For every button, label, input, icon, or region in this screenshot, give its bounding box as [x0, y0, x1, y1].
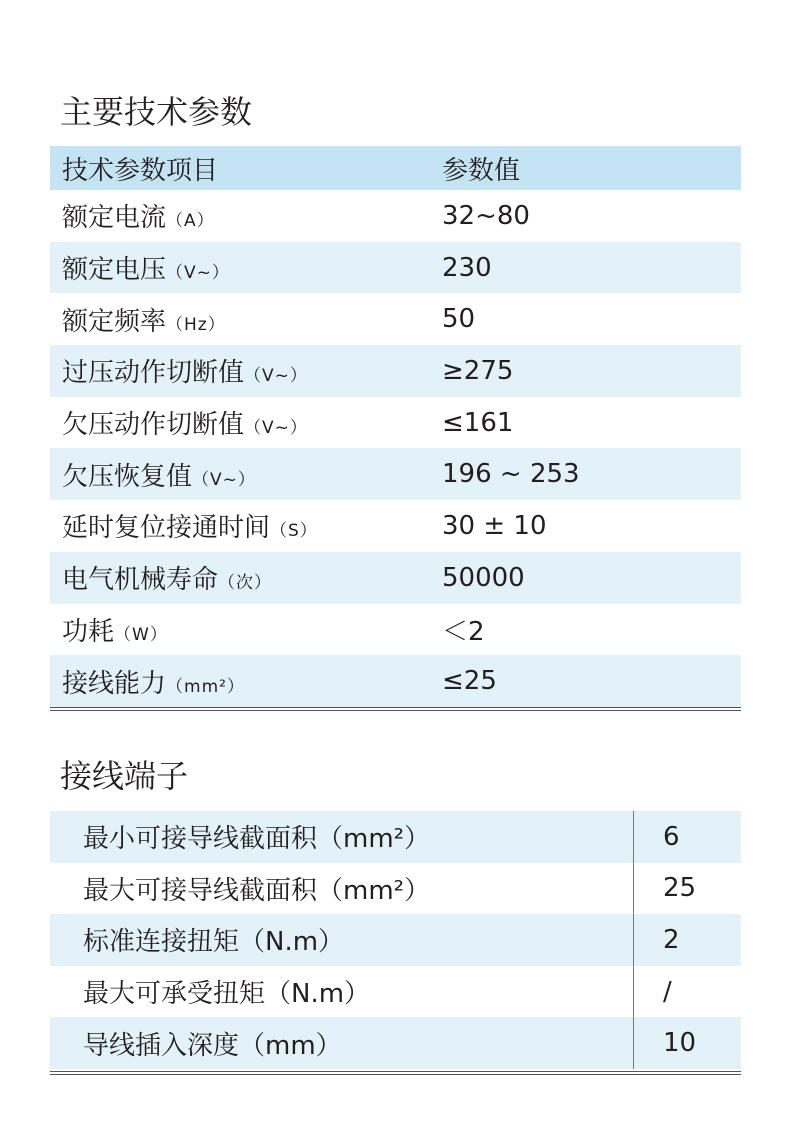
table-row [50, 966, 741, 1018]
table-row [50, 604, 741, 656]
row-label: 最大可接导线截面积（mm²） [83, 875, 431, 906]
row-unit: （V~） [244, 366, 308, 387]
table-row [50, 552, 741, 604]
row-label: 电气机械寿命 [62, 565, 219, 596]
row-value: ≥275 [442, 355, 514, 386]
row-label: 额定频率 [62, 306, 167, 337]
row-unit: （W） [114, 624, 168, 645]
table-row [50, 500, 741, 552]
row-label: 延时复位接通时间 [62, 513, 271, 544]
row-label: 接线能力 [62, 668, 167, 699]
row-label: 导线插入深度（mm） [83, 1030, 342, 1061]
table-row [50, 190, 741, 242]
row-value: / [663, 976, 672, 1007]
row-label: 标准连接扭矩（N.m） [83, 927, 345, 958]
row-value: 10 [663, 1028, 697, 1059]
row-label: 欠压动作切断值 [62, 410, 245, 441]
row-value: 230 [442, 252, 492, 283]
row-unit: （A） [166, 211, 215, 232]
row-value: 25 [663, 873, 697, 904]
row-unit: （S） [270, 521, 318, 542]
table-row [50, 242, 741, 294]
specs-title: 主要技术参数 [60, 93, 253, 131]
spec-table-header [50, 146, 741, 190]
row-unit: （Hz） [166, 314, 226, 335]
row-unit: （V~） [166, 263, 230, 284]
row-label: 最小可接导线截面积（mm²） [83, 824, 431, 855]
row-value: 50 [442, 304, 476, 335]
table-row [50, 448, 741, 500]
row-unit: （mm²） [166, 676, 245, 697]
row-unit: （V~） [244, 418, 308, 439]
row-value: ≤25 [442, 666, 497, 697]
row-unit: （V~） [192, 469, 256, 490]
row-value: 32~80 [442, 200, 530, 231]
table-row [50, 914, 741, 966]
row-label: 最大可承受扭矩（N.m） [83, 979, 371, 1010]
terminal-table [50, 811, 741, 1069]
terminals-title: 接线端子 [60, 757, 189, 795]
row-value: 30 ± 10 [442, 510, 547, 541]
row-value: 196 ~ 253 [442, 459, 580, 490]
row-label: 欠压恢复值 [62, 461, 193, 492]
spec-table-bottom-rule [50, 707, 741, 711]
header-value: 参数值 [442, 155, 521, 186]
row-value: 2 [663, 924, 680, 955]
table-row [50, 1017, 741, 1069]
row-value: ≤161 [442, 407, 514, 438]
row-value: ＜2 [442, 616, 485, 647]
column-divider [633, 811, 634, 1069]
table-row [50, 345, 741, 397]
row-label: 额定电流 [62, 203, 167, 234]
row-label: 额定电压 [62, 255, 167, 286]
row-label: 过压动作切断值 [62, 358, 245, 389]
table-row [50, 811, 741, 863]
table-row [50, 863, 741, 915]
spec-table [50, 146, 741, 707]
header-item: 技术参数项目 [62, 155, 219, 186]
row-unit: （次） [218, 573, 273, 594]
table-row [50, 397, 741, 449]
row-label: 功耗 [62, 616, 115, 647]
table-row [50, 655, 741, 707]
terminal-table-bottom-rule [50, 1071, 741, 1075]
table-row [50, 293, 741, 345]
row-value: 50000 [442, 562, 525, 593]
row-value: 6 [663, 821, 680, 852]
